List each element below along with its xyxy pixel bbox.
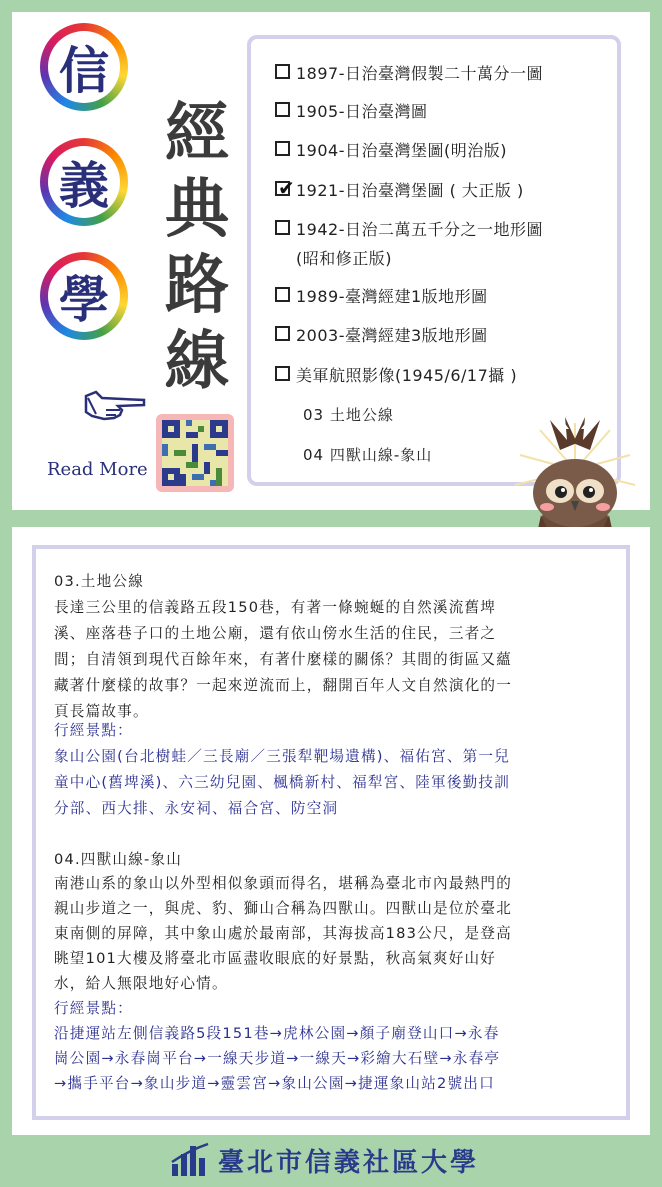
checkbox[interactable]: [275, 102, 290, 117]
map-item-label: 1897-日治臺灣假製二十萬分一圖: [296, 64, 543, 83]
footer-title: 臺北市信義社區大學: [218, 1148, 480, 1178]
map-item-label: 1942-日治二萬五千分之一地形圖 (昭和修正版): [296, 220, 543, 268]
pointing-hand-icon: [82, 388, 148, 424]
title-char-1: 經: [165, 96, 229, 171]
map-item-label: 1921-日治臺灣堡圖 ( 大正版 ): [296, 181, 524, 200]
section-text-line: 頁長篇故事。: [54, 703, 149, 720]
section-title-04: 04.四獸山線-象山: [54, 851, 183, 868]
map-item-1921[interactable]: [275, 178, 524, 201]
map-item-label: 1989-臺灣經建1版地形圖: [296, 287, 488, 306]
checkbox[interactable]: [275, 366, 290, 381]
brand-char-yi: 義: [48, 146, 120, 218]
checkbox[interactable]: [275, 220, 290, 235]
spots-heading: 行經景點：: [54, 722, 133, 739]
section-text-line: 長達三公里的信義路五段150巷，有著一條蜿蜒的自然溪流舊埤: [54, 599, 497, 616]
map-item-1897[interactable]: [275, 61, 543, 84]
section-text-line: 親山步道之一，與虎、豹、獅山合稱為四獸山。四獸山是位於臺北: [54, 900, 513, 917]
qr-code[interactable]: [156, 414, 234, 492]
brand-circle-3: [40, 252, 128, 340]
checkbox-checked[interactable]: [275, 176, 296, 200]
community-college-logo-icon: [170, 1142, 210, 1178]
checkbox[interactable]: [275, 326, 290, 341]
section-text-line: 水，給人無限地好心情。: [54, 975, 228, 992]
checkbox[interactable]: [275, 141, 290, 156]
brand-char-xin: 信: [48, 31, 120, 103]
read-more-link[interactable]: Read More: [47, 459, 148, 480]
brand-char-xue: 學: [48, 260, 120, 332]
map-item-2003[interactable]: [275, 323, 488, 346]
map-item-1989[interactable]: [275, 284, 488, 307]
spots-line: 沿捷運站左側信義路5段151巷→虎林公園→顏子廟登山口→永春: [54, 1025, 500, 1042]
map-item-1904[interactable]: [275, 138, 507, 161]
title-char-2: 典: [165, 172, 229, 247]
spots-line: →攜手平台→象山步道→靈雲宮→象山公園→捷運象山站2號出口: [54, 1075, 495, 1092]
map-item-1905[interactable]: [275, 99, 428, 122]
map-item-label: 1905-日治臺灣圖: [296, 102, 428, 121]
section-text-line: 眺望101大樓及將臺北市區盡收眼底的好景點，秋高氣爽好山好: [54, 950, 497, 967]
spots-heading: 行經景點：: [54, 1000, 133, 1017]
checkbox[interactable]: [275, 287, 290, 302]
map-item-1942[interactable]: [275, 217, 543, 269]
check-icon: ✔: [278, 176, 296, 200]
spots-line: 崗公園→永春崗平台→一線天步道→一線天→彩繪大石壁→永春亭: [54, 1050, 501, 1067]
section-text-line: 間；自清領到現代百餘年來，有著什麼樣的關係？其間的街區又蘊: [54, 651, 513, 668]
route-link-03[interactable]: 03 土地公線: [303, 406, 394, 424]
map-item-label: 2003-臺灣經建3版地形圖: [296, 326, 488, 345]
checkbox[interactable]: [275, 64, 290, 79]
brand-circle-1: [40, 23, 128, 111]
spots-line: 分部、西大排、永安祠、福合宮、防空洞: [54, 800, 339, 817]
section-text-line: 東南側的屏障，其中象山處於最南部，其海拔高183公尺，是登高: [54, 925, 512, 942]
map-item-label: 1904-日治臺灣堡圖(明治版): [296, 141, 507, 160]
brand-circle-2: [40, 138, 128, 226]
section-text-line: 藏著什麼樣的故事？一起來逆流而上，翻開百年人文自然演化的一: [54, 677, 513, 694]
section-title-03: 03.土地公線: [54, 573, 144, 590]
section-text-line: 南港山系的象山以外型相似象頭而得名，堪稱為臺北市內最熱門的: [54, 875, 513, 892]
route-link-04[interactable]: 04 四獸山線-象山: [303, 446, 433, 464]
spots-line: 象山公園(台北樹蛙／三長廟／三張犁靶場遺構)、福佑宮、第一兒: [54, 748, 511, 765]
map-item-aerial-1945[interactable]: [275, 363, 517, 386]
spots-line: 童中心(舊埤溪)、六三幼兒園、楓橋新村、福犁宮、陸軍後勤技訓: [54, 774, 511, 791]
map-item-label: 美軍航照影像(1945/6/17攝 ): [296, 366, 518, 385]
title-char-4: 線: [165, 324, 229, 399]
section-text-line: 溪、座落巷子口的土地公廟，還有依山傍水生活的住民，三者之: [54, 625, 497, 642]
title-char-3: 路: [165, 248, 229, 323]
qr-code-icon: [162, 420, 228, 486]
